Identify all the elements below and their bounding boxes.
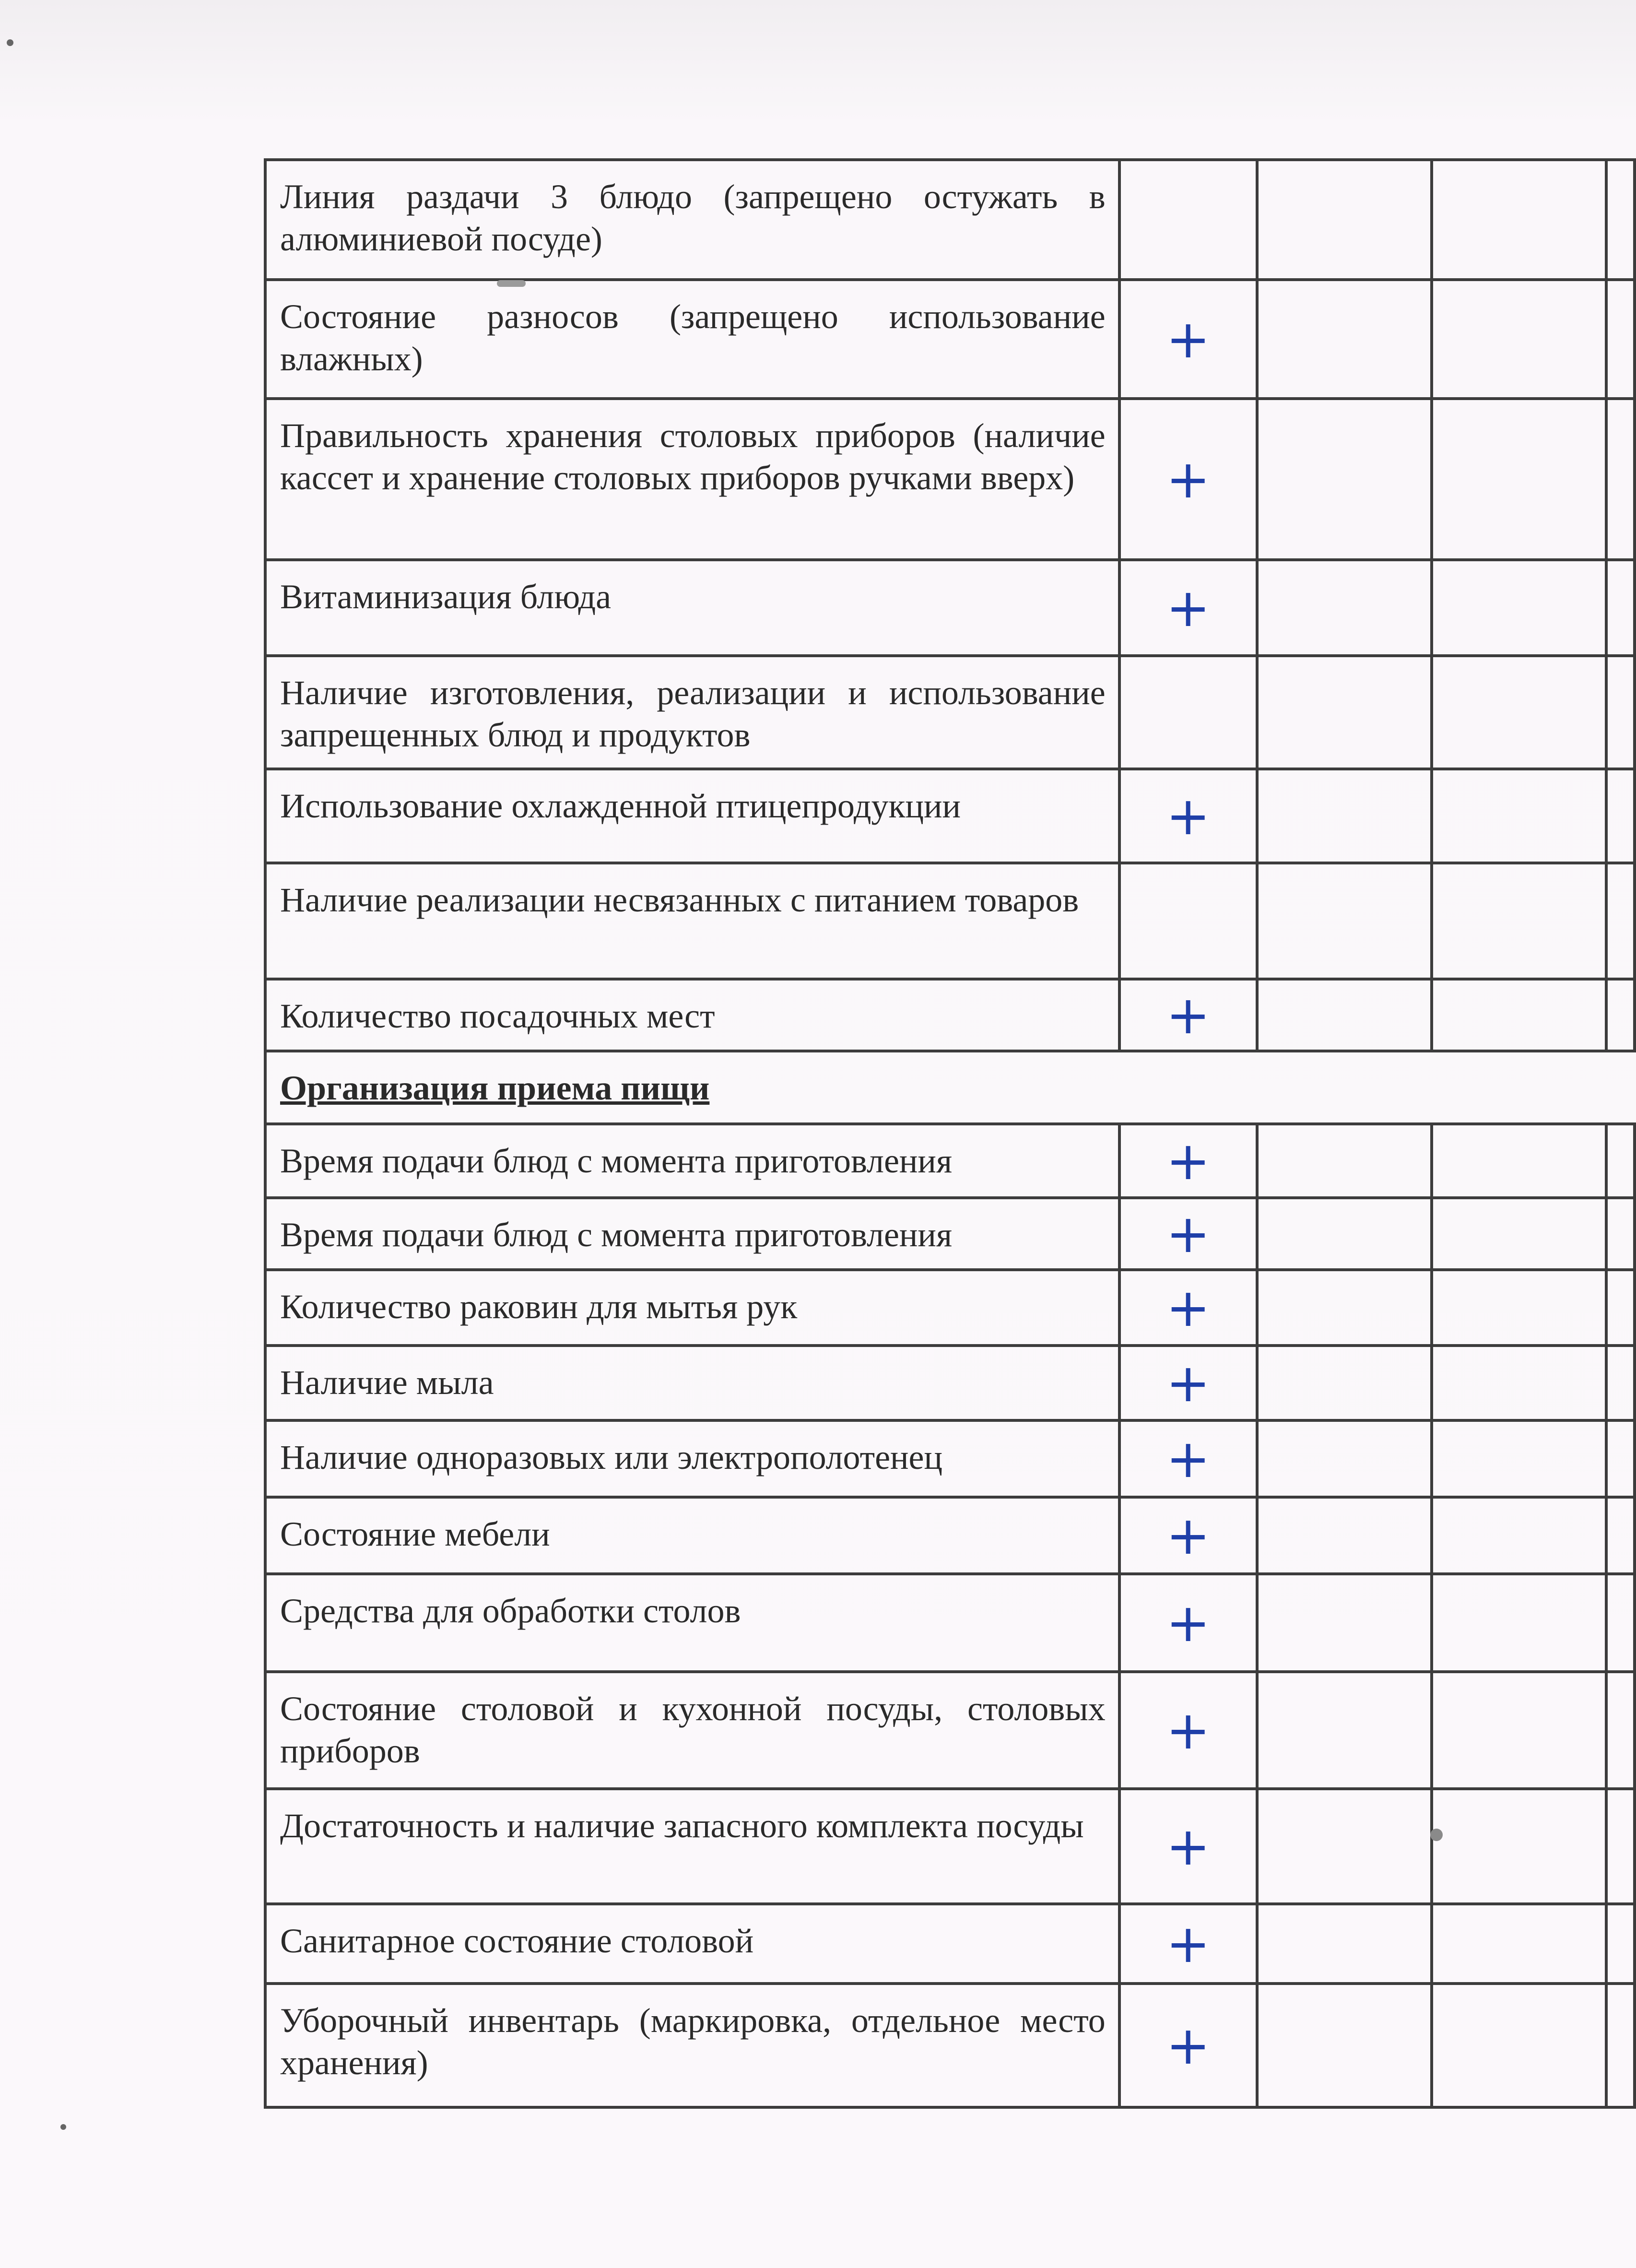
table-row xyxy=(265,560,1635,656)
empty-cell xyxy=(1432,1270,1606,1346)
check-mark: + xyxy=(1166,785,1211,847)
criterion-cell xyxy=(265,1789,1119,1904)
empty-cell xyxy=(1432,769,1606,863)
criterion-text: Санитарное состояние столовой xyxy=(280,1922,754,1960)
checklist-table xyxy=(264,158,1636,2109)
criterion-cell xyxy=(265,656,1119,769)
empty-cell xyxy=(1606,560,1635,656)
section-cell xyxy=(265,1051,1635,1124)
mark-cell xyxy=(1119,1574,1257,1672)
empty-cell xyxy=(1257,280,1432,399)
check-mark: + xyxy=(1166,1505,1211,1566)
criterion-cell xyxy=(265,280,1119,399)
empty-cell xyxy=(1606,280,1635,399)
mark-cell xyxy=(1119,560,1257,656)
table-row xyxy=(265,1420,1635,1497)
empty-cell xyxy=(1432,1574,1606,1672)
check-mark: + xyxy=(1166,1913,1211,1974)
mark-cell xyxy=(1119,399,1257,560)
mark-cell xyxy=(1119,1904,1257,1984)
empty-cell xyxy=(1606,1672,1635,1789)
empty-cell xyxy=(1432,160,1606,280)
mark-cell xyxy=(1119,1346,1257,1420)
empty-cell xyxy=(1257,1198,1432,1270)
check-mark: + xyxy=(1166,1592,1211,1654)
mark-cell xyxy=(1119,1198,1257,1270)
empty-cell xyxy=(1257,1574,1432,1672)
empty-cell xyxy=(1606,399,1635,560)
criterion-text: Состояние разносов (запрещено использование влажных) xyxy=(280,297,1106,378)
table-row xyxy=(265,1574,1635,1672)
criterion-text: Состояние столовой и кухонной посуды, столовых приборов xyxy=(280,1689,1106,1770)
empty-cell xyxy=(1257,560,1432,656)
empty-cell xyxy=(1257,1984,1432,2107)
table-row xyxy=(265,1124,1635,1198)
criterion-cell xyxy=(265,1346,1119,1420)
table-row xyxy=(265,769,1635,863)
empty-cell xyxy=(1257,656,1432,769)
section-title: Организация приема пищи xyxy=(280,1069,710,1107)
criterion-text: Использование охлажденной птицепродукции xyxy=(280,787,961,825)
mark-cell xyxy=(1119,863,1257,979)
criterion-cell xyxy=(265,160,1119,280)
check-mark: + xyxy=(1166,2015,1211,2076)
criterion-text: Состояние мебели xyxy=(280,1515,550,1553)
empty-cell xyxy=(1432,1198,1606,1270)
empty-cell xyxy=(1432,863,1606,979)
table-row xyxy=(265,1789,1635,1904)
criterion-cell xyxy=(265,1124,1119,1198)
empty-cell xyxy=(1606,160,1635,280)
table-row xyxy=(265,1497,1635,1574)
criterion-cell xyxy=(265,1270,1119,1346)
empty-cell xyxy=(1606,1789,1635,1904)
scan-speck xyxy=(7,39,13,46)
section-row xyxy=(265,1051,1635,1124)
criterion-text: Витаминизация блюда xyxy=(280,578,612,616)
empty-cell xyxy=(1257,1270,1432,1346)
criterion-text: Время подачи блюд с момента приготовления xyxy=(280,1142,953,1180)
empty-cell xyxy=(1432,560,1606,656)
empty-cell xyxy=(1432,1497,1606,1574)
table-row xyxy=(265,1904,1635,1984)
check-mark: + xyxy=(1166,308,1211,370)
criterion-cell xyxy=(265,1984,1119,2107)
mark-cell xyxy=(1119,979,1257,1051)
mark-cell xyxy=(1119,1672,1257,1789)
empty-cell xyxy=(1257,979,1432,1051)
table-row xyxy=(265,1672,1635,1789)
criterion-cell xyxy=(265,1198,1119,1270)
check-mark: + xyxy=(1166,1277,1211,1338)
criterion-text: Наличие изготовления, реализации и использование запрещенных блюд и продуктов xyxy=(280,673,1106,754)
criterion-text: Наличие мыла xyxy=(280,1363,494,1402)
empty-cell xyxy=(1257,1346,1432,1420)
criterion-text: Правильность хранения столовых приборов (наличие кассет и хранение столовых приборов ручками вверх) xyxy=(280,416,1106,497)
mark-cell xyxy=(1119,1420,1257,1497)
mark-cell xyxy=(1119,280,1257,399)
empty-cell xyxy=(1432,1789,1606,1904)
empty-cell xyxy=(1432,1346,1606,1420)
check-mark: + xyxy=(1166,577,1211,638)
criterion-text: Время подачи блюд с момента приготовления xyxy=(280,1216,953,1254)
empty-cell xyxy=(1257,160,1432,280)
check-mark: + xyxy=(1166,1700,1211,1761)
criterion-text: Средства для обработки столов xyxy=(280,1592,741,1630)
check-mark: + xyxy=(1166,1130,1211,1192)
empty-cell xyxy=(1606,1270,1635,1346)
criterion-cell xyxy=(265,769,1119,863)
empty-cell xyxy=(1257,1672,1432,1789)
empty-cell xyxy=(1432,1984,1606,2107)
empty-cell xyxy=(1257,1789,1432,1904)
criterion-text: Уборочный инвентарь (маркировка, отдельное место хранения) xyxy=(280,2001,1106,2082)
criterion-cell xyxy=(265,1497,1119,1574)
check-mark: + xyxy=(1166,1203,1211,1264)
check-mark: + xyxy=(1166,984,1211,1046)
table-row xyxy=(265,1984,1635,2107)
criterion-cell xyxy=(265,863,1119,979)
table-row xyxy=(265,160,1635,280)
table-row xyxy=(265,280,1635,399)
criterion-text: Линия раздачи 3 блюдо (запрещено остужать в алюминиевой посуде) xyxy=(280,177,1106,258)
empty-cell xyxy=(1606,863,1635,979)
mark-cell xyxy=(1119,769,1257,863)
empty-cell xyxy=(1432,1672,1606,1789)
empty-cell xyxy=(1432,656,1606,769)
criterion-cell xyxy=(265,1672,1119,1789)
mark-cell xyxy=(1119,1789,1257,1904)
table-row xyxy=(265,1346,1635,1420)
table-row xyxy=(265,1270,1635,1346)
empty-cell xyxy=(1257,769,1432,863)
empty-cell xyxy=(1606,979,1635,1051)
empty-cell xyxy=(1257,863,1432,979)
empty-cell xyxy=(1432,1904,1606,1984)
criterion-text: Количество посадочных мест xyxy=(280,997,715,1035)
mark-cell xyxy=(1119,1984,1257,2107)
table-row xyxy=(265,863,1635,979)
criterion-text: Количество раковин для мытья рук xyxy=(280,1288,798,1326)
criterion-cell xyxy=(265,979,1119,1051)
check-mark: + xyxy=(1166,1816,1211,1877)
scan-speck xyxy=(1430,1829,1443,1841)
mark-cell xyxy=(1119,1124,1257,1198)
table-row xyxy=(265,979,1635,1051)
table-row xyxy=(265,1198,1635,1270)
empty-cell xyxy=(1606,1497,1635,1574)
empty-cell xyxy=(1432,399,1606,560)
empty-cell xyxy=(1257,1497,1432,1574)
criterion-cell xyxy=(265,1420,1119,1497)
scan-speck xyxy=(497,280,526,287)
empty-cell xyxy=(1432,1124,1606,1198)
criterion-cell xyxy=(265,560,1119,656)
empty-cell xyxy=(1257,1904,1432,1984)
criterion-text: Достаточность и наличие запасного комплекта посуды xyxy=(280,1807,1084,1845)
empty-cell xyxy=(1257,1420,1432,1497)
criterion-cell xyxy=(265,399,1119,560)
table-row xyxy=(265,656,1635,769)
criterion-cell xyxy=(265,1904,1119,1984)
empty-cell xyxy=(1432,280,1606,399)
criterion-text: Наличие реализации несвязанных с питанием товаров xyxy=(280,881,1079,919)
empty-cell xyxy=(1257,1124,1432,1198)
scan-speck xyxy=(60,2124,66,2130)
empty-cell xyxy=(1606,1124,1635,1198)
empty-cell xyxy=(1606,1346,1635,1420)
check-mark: + xyxy=(1166,449,1211,510)
empty-cell xyxy=(1257,399,1432,560)
mark-cell xyxy=(1119,1497,1257,1574)
criterion-text: Наличие одноразовых или электрополотенец xyxy=(280,1438,943,1477)
empty-cell xyxy=(1606,1574,1635,1672)
empty-cell xyxy=(1606,1198,1635,1270)
mark-cell xyxy=(1119,656,1257,769)
empty-cell xyxy=(1606,1984,1635,2107)
table-row xyxy=(265,399,1635,560)
empty-cell xyxy=(1606,769,1635,863)
empty-cell xyxy=(1606,1420,1635,1497)
empty-cell xyxy=(1432,1420,1606,1497)
empty-cell xyxy=(1606,1904,1635,1984)
mark-cell xyxy=(1119,1270,1257,1346)
criterion-cell xyxy=(265,1574,1119,1672)
empty-cell xyxy=(1606,656,1635,769)
check-mark: + xyxy=(1166,1428,1211,1489)
mark-cell xyxy=(1119,160,1257,280)
check-mark: + xyxy=(1166,1352,1211,1414)
empty-cell xyxy=(1432,979,1606,1051)
